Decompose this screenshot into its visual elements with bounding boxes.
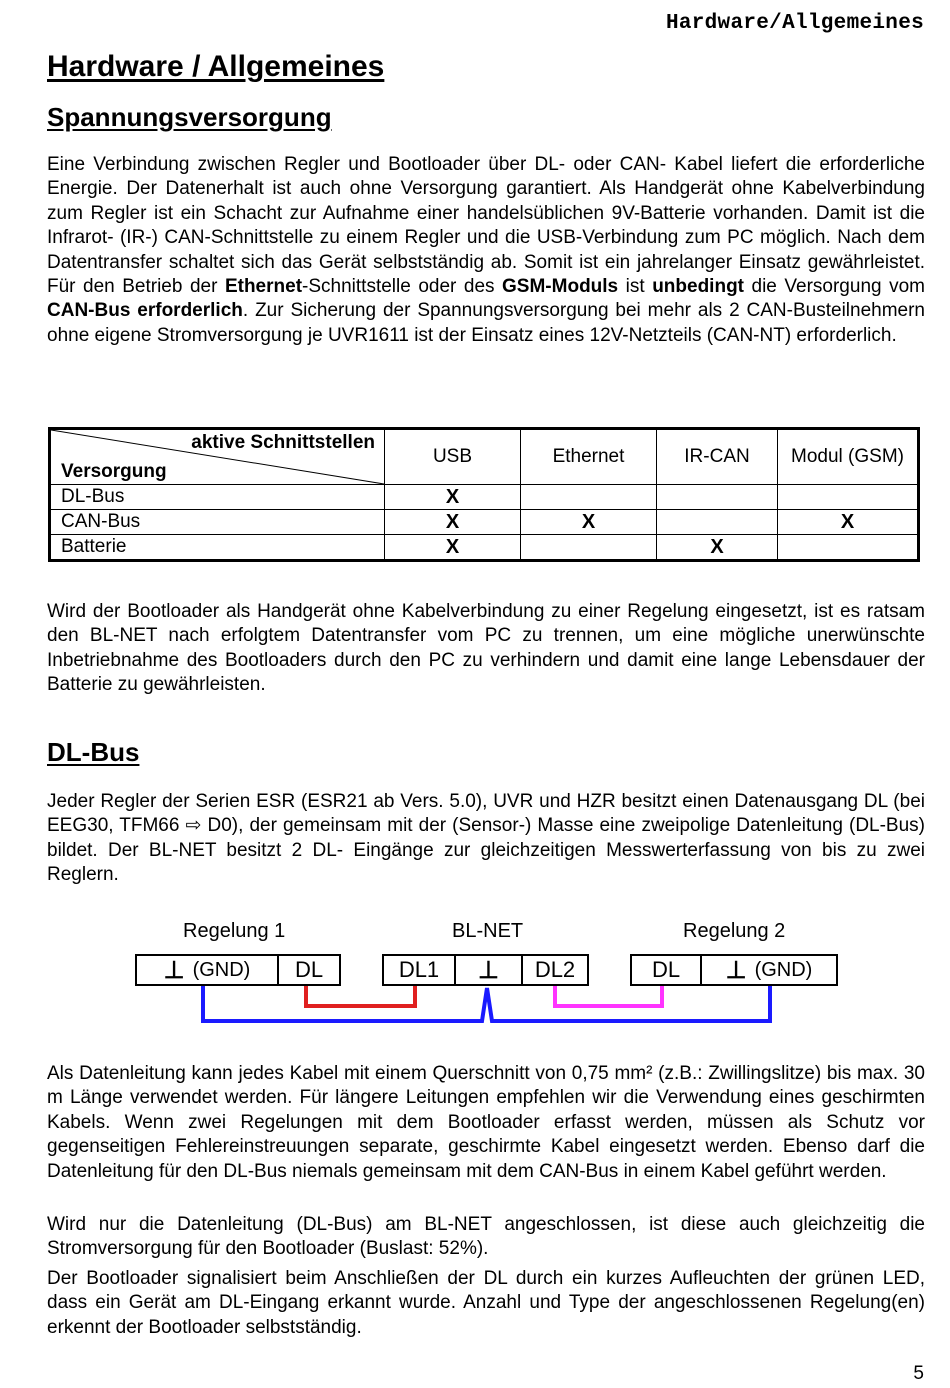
- table-cell: [778, 535, 919, 561]
- table-row: [50, 535, 919, 561]
- table-corner-cell: [50, 429, 385, 485]
- table-cell: X: [521, 510, 657, 535]
- device-2-label: Regelung 2: [683, 920, 786, 942]
- section-heading-power: Spannungsversorgung: [47, 102, 332, 132]
- running-header: Hardware/Allgemeines: [665, 12, 924, 35]
- ground-icon: ⊥: [478, 956, 499, 984]
- table-cell: X: [385, 485, 521, 510]
- page-title: Hardware / Allgemeines: [47, 50, 385, 83]
- ground-icon: ⊥: [163, 956, 185, 984]
- row-label: Batterie: [50, 535, 385, 561]
- table-cell: [521, 485, 657, 510]
- dlbus-paragraph-3: Wird nur die Datenleitung (DL-Bus) am BL-NET angeschlossen, ist diese auch gleichzeitig die Stromversorgung für den Bootloader (Buslast: 52%).: [47, 1214, 925, 1260]
- row-label: CAN-Bus: [50, 510, 385, 535]
- gnd-terminal: [702, 956, 836, 984]
- column-header: Ethernet: [521, 429, 657, 485]
- dl2-terminal: DL2: [534, 957, 576, 982]
- table-cell: [521, 535, 657, 561]
- dlbus-paragraph-1: Jeder Regler der Serien ESR (ESR21 ab Vers. 5.0), UVR und HZR besitzt einen Datenausgang DL (bei EEG30, TFM66 ⇨ D0), der gemeinsam mit der (Sensor-) Masse eine zweipolige Datenleitung (DL-Bus) bildet. Der BL-NET besitzt 2 DL- Eingänge zur gleichzeitigen Messwerterfassung von bis zu zwei Reglern.: [47, 791, 925, 886]
- bootloader-label: BL-NET: [452, 920, 524, 942]
- dl-bus-wiring-diagram: [130, 918, 842, 1028]
- interface-supply-table: [48, 427, 920, 562]
- bold-run: Ethernet: [224, 276, 303, 298]
- device-1-terminal-block: [135, 954, 341, 986]
- column-header: IR-CAN: [657, 429, 778, 485]
- dl-terminal: DL: [632, 956, 702, 984]
- device-1-label: Regelung 1: [183, 920, 286, 942]
- column-header: Modul (GSM): [778, 429, 919, 485]
- table-cell: X: [385, 535, 521, 561]
- bold-run: GSM-Moduls: [502, 276, 619, 298]
- dl1-wire: [306, 986, 415, 1006]
- bootloader-terminal-block: [382, 954, 589, 986]
- text-run: Eine Verbindung zwischen Regler und Bootloader über DL- oder CAN- Kabel liefert die erforderliche Energie. Der Datenerhalt ist auch ohne Versorgung garantiert. Als Handgerät ohne Kabelverbindung zum Regler ist ein Schacht zur Aufnahme einer handelsüblichen 9V-Batterie vorhanden. Damit ist die Infrarot- (IR-) CAN-Schnittstelle zu einem Regler und die USB-Verbindung zum PC möglich. Nach dem Datentransfer schaltet sich das Gerät selbstständig ab. Somit ist ein jahrelanger Einsatz gewährleistet. Für den Betrieb der: [47, 154, 925, 298]
- dl-terminal: DL: [294, 957, 324, 982]
- table-cell: X: [778, 510, 919, 535]
- gnd-terminal: [456, 956, 523, 984]
- power-paragraph-1: [47, 153, 925, 348]
- table-row: [50, 510, 919, 535]
- table-cell: X: [657, 535, 778, 561]
- bold-run: unbedingt: [652, 276, 744, 298]
- corner-label-supply: Versorgung: [61, 461, 167, 482]
- corner-label-interfaces: aktive Schnittstellen: [191, 432, 375, 453]
- table-cell: [657, 510, 778, 535]
- text-run: die Versorgung vom: [744, 276, 925, 298]
- table-cell: [778, 485, 919, 510]
- gnd-label: (GND): [192, 958, 251, 981]
- column-header: USB: [385, 429, 521, 485]
- ground-icon: ⊥: [725, 956, 747, 984]
- dl1-terminal: DL1: [384, 956, 456, 984]
- gnd-label: (GND): [754, 958, 813, 981]
- table-cell: X: [385, 510, 521, 535]
- dlbus-paragraph-4: Der Bootloader signalisiert beim Anschließen der DL durch ein kurzes Aufleuchten der grünen LED, dass ein Gerät am DL-Eingang erkannt wurde. Anzahl und Type der angeschlossenen Regelung(en) erkennt der Bootloader selbstständig.: [47, 1268, 925, 1338]
- row-label: DL-Bus: [50, 485, 385, 510]
- table-cell: [657, 485, 778, 510]
- dl2-wire: [555, 986, 662, 1006]
- dlbus-paragraph-2: Als Datenleitung kann jedes Kabel mit einem Querschnitt von 0,75 mm² (z.B.: Zwillingslitze) bis max. 30 m Länge verwendet werden. Für längere Leitungen empfehlen wir die Verwendung eines geschirmten Kabels. Wenn zwei Regelungen mit dem Bootloader erfasst werden, müssen als Schutz vor gegenseitigen Fehlereinstreuungen separate, geschirmte Kabel eingesetzt werden. Ebenso darf die Datenleitung für den DL-Bus niemals gemeinsam mit dem CAN-Bus in einem Kabel geführt werden.: [47, 1063, 925, 1182]
- page-number: 5: [913, 1363, 924, 1384]
- gnd-terminal: [137, 956, 279, 984]
- text-run: -Schnittstelle oder des: [302, 276, 503, 298]
- text-run: . Zur Sicherung der Spannungsversorgung bei mehr als 2 CAN-Busteilnehmern ohne eigene Stromversorgung je UVR1611 ist der Einsatz eines 12V-Netzteils (CAN-NT) erforderlich.: [47, 300, 926, 346]
- power-paragraph-2: Wird der Bootloader als Handgerät ohne Kabelverbindung zu einer Regelung eingesetzt, ist es ratsam den BL-NET nach erfolgtem Datentransfer vom PC zu trennen, um eine mögliche unerwünschte Inbetriebnahme des Bootloaders durch den PC zu verhindern und damit eine lange Lebensdauer der Batterie zu gewährleisten.: [47, 601, 925, 696]
- section-heading-dlbus: DL-Bus: [47, 737, 140, 767]
- bold-run: CAN-Bus erforderlich: [47, 300, 243, 322]
- gnd-wire: [203, 986, 770, 1021]
- table-row: [50, 485, 919, 510]
- device-2-terminal-block: [630, 954, 838, 986]
- text-run: ist: [618, 276, 653, 298]
- table-header-row: [50, 429, 919, 485]
